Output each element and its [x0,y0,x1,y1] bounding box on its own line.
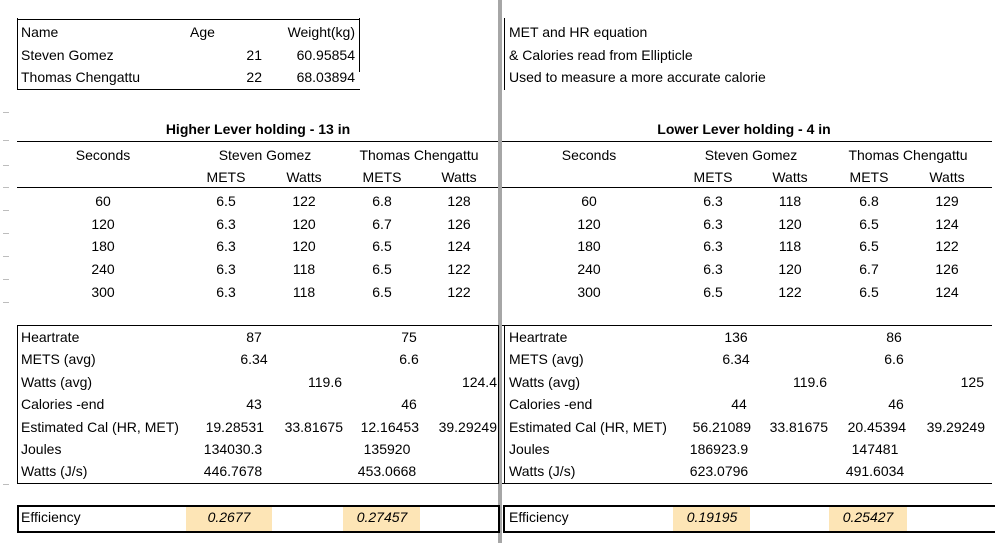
efficiency-p2: 0.25427 [842,509,894,525]
heartrate-p2: 75 [401,329,417,345]
efficiency-p1: 0.19195 [686,509,738,525]
calories-end-p2: 46 [401,396,417,412]
person-name: Thomas Chengattu [21,69,141,85]
watts-js-label: Watts (J/s) [509,463,576,479]
person2-header: Thomas Chengattu [359,147,479,163]
est-cal-label: Estimated Cal (HR, MET) [21,419,179,435]
person-weight: 68.03894 [296,69,355,85]
est-cal-value: 33.81675 [769,419,828,435]
est-cal-value: 12.16453 [360,419,419,435]
note-line: MET and HR equation [509,24,648,40]
mets-cell: 6.3 [703,261,723,277]
watts-cell: 124 [447,238,471,254]
row-tick [3,233,9,234]
seconds-header: Seconds [75,147,131,163]
person1-header: Steven Gomez [704,147,798,163]
est-cal-value: 39.29249 [438,419,497,435]
section-title-underline [502,141,992,142]
joules-p2: 135920 [363,441,411,457]
watts-header: Watts [441,169,477,185]
watts-cell: 122 [778,284,802,300]
watts-cell: 122 [447,284,471,300]
mets-header: METS [206,169,246,185]
watts-cell: 120 [778,216,802,232]
info-header-name: Name [21,24,59,40]
seconds-header: Seconds [561,147,617,163]
mets-header: METS [693,169,733,185]
note-line: & Calories read from Ellipticle [509,47,693,63]
person2-header: Thomas Chengattu [848,147,968,163]
est-cal-value: 33.81675 [284,419,343,435]
summary-left-border [504,325,505,484]
watts-cell: 120 [292,216,316,232]
watts-cell: 122 [292,193,316,209]
watts-cell: 122 [935,238,959,254]
heartrate-label: Heartrate [21,329,80,345]
row-tick [3,187,9,188]
watts-cell: 122 [447,261,471,277]
seconds-cell: 240 [577,261,601,277]
mets-cell: 6.7 [859,261,879,277]
summary-top-border [502,325,992,326]
watts-avg-p2: 124.4 [461,374,497,390]
row-tick [3,302,9,303]
info-box-right-border [359,18,360,72]
watts-avg-label: Watts (avg) [509,374,581,390]
info-box-left-border [17,18,18,90]
watts-cell: 118 [778,193,802,209]
watts-avg-p1: 119.6 [793,374,827,390]
person-name: Steven Gomez [21,47,114,63]
mets-cell: 6.5 [703,284,723,300]
mets-avg-p2: 6.6 [399,351,419,367]
info-header-weight: Weight(kg) [287,24,355,40]
mets-cell: 6.3 [216,261,236,277]
seconds-cell: 300 [91,284,115,300]
watts-cell: 118 [292,284,316,300]
watts-js-p1: 623.0796 [689,463,749,479]
est-cal-value: 39.29249 [926,419,985,435]
calories-end-p2: 46 [888,396,904,412]
mets-cell: 6.3 [216,216,236,232]
mets-header: METS [849,169,889,185]
mets-avg-label: METS (avg) [21,351,96,367]
summary-left-border [17,325,18,484]
watts-cell: 129 [935,193,959,209]
section-title: Lower Lever holding - 4 in [657,121,831,137]
watts-js-p2: 491.6034 [845,463,905,479]
watts-cell: 126 [935,261,959,277]
row-tick [3,165,9,166]
header-divider [17,187,498,188]
mets-avg-label: METS (avg) [509,351,584,367]
notes-left-border [504,18,505,90]
person-age: 21 [246,47,262,63]
seconds-cell: 120 [577,216,601,232]
joules-p1: 186923.9 [689,441,749,457]
seconds-cell: 180 [577,238,601,254]
calories-end-label: Calories -end [21,396,105,412]
mets-cell: 6.5 [372,261,392,277]
efficiency-p2: 0.27457 [356,509,408,525]
section-title: Higher Lever holding - 13 in [165,121,351,137]
person1-header: Steven Gomez [218,147,312,163]
person-weight: 60.95854 [296,47,355,63]
calories-end-p1: 44 [731,396,747,412]
row-tick [3,484,9,485]
est-cal-value: 19.28531 [205,419,264,435]
mets-cell: 6.3 [703,193,723,209]
row-tick [3,112,9,113]
watts-js-p2: 453.0668 [357,463,417,479]
header-divider [502,187,992,188]
watts-avg-p2: 125 [960,374,984,390]
mets-cell: 6.5 [216,193,236,209]
mets-cell: 6.8 [372,193,392,209]
summary-bottom-border [17,483,498,484]
mets-cell: 6.3 [216,238,236,254]
info-header-age: Age [190,24,215,40]
person-age: 22 [246,69,262,85]
summary-top-border [17,325,498,326]
note-line: Used to measure a more accurate calorie [509,69,766,85]
info-box-top-border [17,19,360,20]
section-title-underline [17,141,498,142]
seconds-cell: 60 [581,193,597,209]
watts-cell: 120 [292,238,316,254]
watts-cell: 128 [447,193,471,209]
est-cal-label: Estimated Cal (HR, MET) [509,419,667,435]
calories-end-p1: 43 [246,396,262,412]
mets-cell: 6.3 [216,284,236,300]
watts-header: Watts [929,169,965,185]
seconds-cell: 300 [577,284,601,300]
watts-avg-p1: 119.6 [308,374,342,390]
mets-avg-p1: 6.34 [240,351,268,367]
calories-end-label: Calories -end [509,396,593,412]
seconds-cell: 60 [95,193,111,209]
mets-avg-p1: 6.34 [722,351,750,367]
est-cal-value: 56.21089 [692,419,751,435]
summary-bottom-border [502,483,992,484]
mets-cell: 6.8 [859,193,879,209]
row-tick [3,279,9,280]
seconds-cell: 240 [91,261,115,277]
watts-header: Watts [286,169,322,185]
watts-cell: 118 [292,261,316,277]
heartrate-p1: 136 [724,329,748,345]
heartrate-label: Heartrate [509,329,568,345]
joules-label: Joules [509,441,550,457]
mets-cell: 6.5 [859,284,879,300]
watts-cell: 126 [447,216,471,232]
joules-label: Joules [21,441,62,457]
watts-header: Watts [772,169,808,185]
mets-avg-p2: 6.6 [884,351,904,367]
summary-right-border [498,325,499,484]
est-cal-value: 20.45394 [847,419,906,435]
efficiency-p1: 0.2677 [207,509,251,525]
row-tick [3,140,9,141]
mets-cell: 6.7 [372,216,392,232]
row-tick [3,210,9,211]
watts-cell: 118 [778,238,802,254]
joules-p1: 134030.3 [203,441,263,457]
heartrate-p1: 87 [246,329,262,345]
watts-cell: 124 [935,216,959,232]
info-box-bottom-border [17,89,360,90]
watts-avg-label: Watts (avg) [21,374,93,390]
row-tick [3,256,9,257]
heartrate-p2: 86 [886,329,902,345]
mets-cell: 6.3 [703,238,723,254]
mets-cell: 6.3 [703,216,723,232]
efficiency-label: Efficiency [21,509,81,525]
watts-cell: 124 [935,284,959,300]
watts-js-label: Watts (J/s) [21,463,88,479]
mets-cell: 6.5 [859,238,879,254]
efficiency-label: Efficiency [509,509,569,525]
mets-cell: 6.5 [372,284,392,300]
mets-cell: 6.5 [372,238,392,254]
joules-p2: 147481 [851,441,899,457]
watts-js-p1: 446.7678 [203,463,263,479]
watts-cell: 120 [778,261,802,277]
mets-cell: 6.5 [859,216,879,232]
seconds-cell: 120 [91,216,115,232]
mets-header: METS [362,169,402,185]
seconds-cell: 180 [91,238,115,254]
